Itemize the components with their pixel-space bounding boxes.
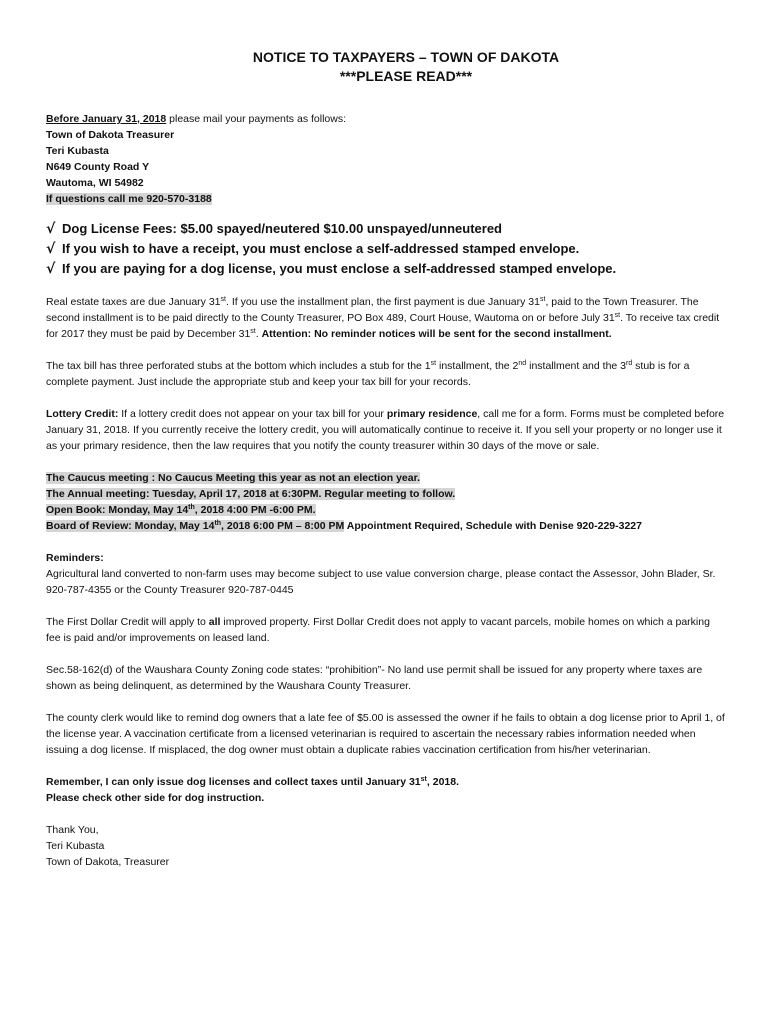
- open-book: Open Book: Monday, May 14th, 2018 4:00 PM -6:00 PM.: [46, 504, 316, 516]
- checkmark-icon: √: [46, 221, 56, 237]
- board-of-review: Board of Review: Monday, May 14th, 2018 6:00 PM – 8:00 PM Appointment Required, Schedule with Denise 920-229-3227: [46, 520, 642, 532]
- notice-document: [46, 48, 726, 870]
- title-line-1: NOTICE TO TAXPAYERS – TOWN OF DAKOTA: [252, 49, 560, 65]
- checklist-item: [46, 239, 726, 259]
- reminder-zoning: Sec.58-162(d) of the Waushara County Zoning code states: “prohibition”- No land use permit shall be issued for any property where taxes are shown as being delinquent, as determined by the Waushara County Treasurer.: [46, 664, 703, 692]
- checkmark-icon: √: [46, 261, 56, 277]
- notice-title: [86, 48, 726, 86]
- annual-meeting: The Annual meeting: Tuesday, April 17, 2018 at 6:30PM. Regular meeting to follow.: [46, 488, 456, 500]
- dog-license-checklist: [46, 219, 726, 279]
- reminder-agricultural: Agricultural land converted to non-farm uses may become subject to use value conversion charge, please contact the Assessor, John Blader, Sr. 920-787-4355 or the County Treasurer 920-787-0445: [46, 568, 716, 596]
- sign-line: Thank You,: [46, 824, 99, 836]
- checklist-item: [46, 259, 726, 279]
- checklist-text: Dog License Fees: $5.00 spayed/neutered $10.00 unspayed/unneutered: [62, 221, 503, 236]
- payment-instructions: [46, 111, 726, 127]
- reminder-first-dollar: The First Dollar Credit will apply to all improved property. First Dollar Credit does not apply to vacant parcels, mobile homes on which a parking fee is paid and/or improvements on leased land.: [46, 616, 710, 644]
- reminder-warning: Attention: No reminder notices will be sent for the second installment.: [261, 328, 612, 340]
- reminder-dog-late-fee: The county clerk would like to remind dog owners that a late fee of $5.00 is assessed the owner if he fails to obtain a dog license prior to April 1, of the license year. A vaccination certificate from a licensed veterinarian is required to ascertain the necessary rabies information needed when issuing a dog license. If misplaced, the dog owner must obtain a duplicate rabies vaccination certification from his/her veterinarian.: [46, 712, 725, 756]
- real-estate-paragraph: Real estate taxes are due January 31st. If you use the installment plan, the first payment is due January 31st, paid to the Town Treasurer. The second installment is to be paid directly to the County Treasurer, PO Box 489, Court House, Wautoma on or before July 31st. To receive tax credit for 2017 they must be paid by December 31st. Attention: No reminder notices will be sent for the second installment.: [46, 296, 720, 340]
- title-line-2: ***PLEASE READ***: [339, 68, 473, 84]
- meetings-schedule: [46, 470, 726, 534]
- checkmark-icon: √: [46, 241, 56, 257]
- signature-block: [46, 822, 726, 870]
- sign-title: Town of Dakota, Treasurer: [46, 856, 170, 868]
- caucus-meeting: The Caucus meeting : No Caucus Meeting this year as not an election year.: [46, 472, 421, 484]
- checklist-item: [46, 219, 726, 239]
- address-line: N649 County Road Y: [46, 161, 150, 173]
- lottery-label: Lottery Credit:: [46, 408, 119, 420]
- reminders-heading: Reminders:: [46, 552, 104, 564]
- checklist-text: If you are paying for a dog license, you must enclose a self-addressed stamped envelope.: [62, 261, 617, 276]
- checklist-text: If you wish to have a receipt, you must enclose a self-addressed stamped envelope.: [62, 241, 580, 256]
- lottery-credit-paragraph: Lottery Credit: If a lottery credit does not appear on your tax bill for your primary residence, call me for a form. Forms must be completed before January 31, 2018. If you currently receive the lottery credit, you will automatically continue to receive it. If you sell your property or no longer use it as your primary residence, then the law requires that you notify the county treasurer within 30 days of the move or sale.: [46, 408, 725, 452]
- tax-stubs-paragraph: The tax bill has three perforated stubs at the bottom which includes a stub for the 1st installment, the 2nd installment and the 3rd stub is for a complete payment. Just include the appropriate stub and keep your tax bill for your records.: [46, 360, 690, 388]
- payment-deadline: Before January 31, 2018: [46, 113, 167, 125]
- closing-remember: Remember, I can only issue dog licenses and collect taxes until January 31st, 2018. Please check other side for dog instruction.: [46, 776, 460, 804]
- payment-instruction-text: please mail your payments as follows:: [166, 113, 346, 125]
- mailing-address: [46, 127, 726, 207]
- sign-name: Teri Kubasta: [46, 840, 105, 852]
- address-line: Town of Dakota Treasurer: [46, 129, 175, 141]
- reminders-section: [46, 550, 726, 598]
- questions-phone: If questions call me 920-570-3188: [46, 193, 212, 205]
- address-line: Wautoma, WI 54982: [46, 177, 144, 189]
- address-line: Teri Kubasta: [46, 145, 109, 157]
